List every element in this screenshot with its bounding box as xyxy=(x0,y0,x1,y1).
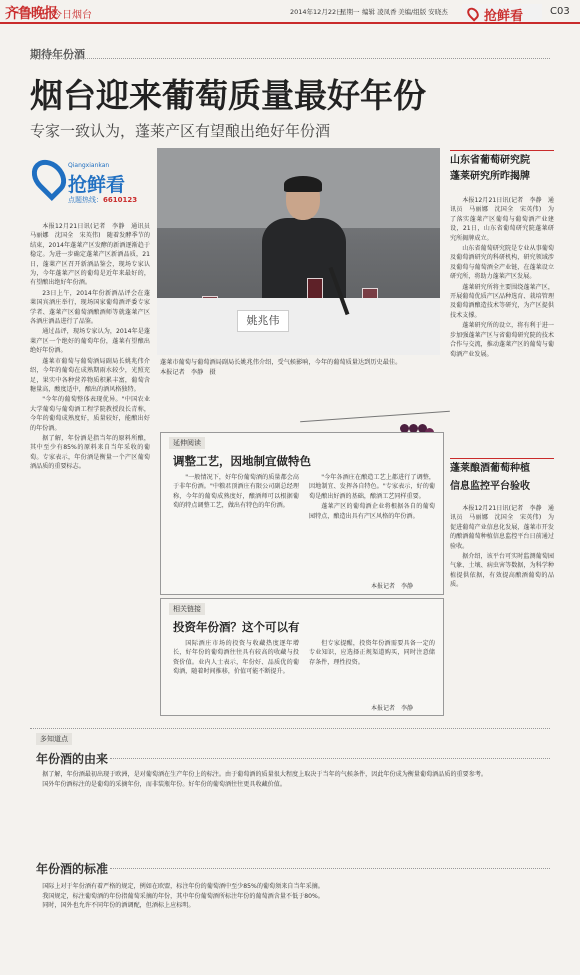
right-article-body: 本报12月21日讯(记者 李静 通讯员 马丽娜 沈国全 宋英伟) 为了落实蓬莱产区葡萄与葡萄酒产业建设，21日，山东省葡萄研究院蓬莱研究所揭牌成立。 山东省葡萄研究院是专业从事葡萄及葡萄酒研究的科研机构，研究领域涉及葡萄与葡萄酒全产业链，在蓬莱设立研究所，将助力蓬莱产区发展。 蓬莱研究所将主要围绕蓬莱产区，开展葡萄优质产区品种选育、栽培管理及葡萄酒酿造技术等研究，为产区提供技术支撑。 蓬莱研究所的设立，将有利于进一步加强蓬莱产区与省葡萄研究院的技术合作与交流，推动蓬莱产区的葡萄与葡萄酒产业发展。 xyxy=(450,197,554,358)
right-article-title-line2: 蓬莱研究所昨揭牌 xyxy=(450,171,530,182)
ad-title: 抢鲜看 xyxy=(68,174,126,196)
newspaper-logo: 齐鲁晚报 xyxy=(5,6,57,22)
more-body-origin: 据了解，年份酒最初出现于欧洲，是对葡萄酒在生产年份上的标注。由于葡萄酒的质量很大程度上取决于当年的气候条件，因此年份成为衡量葡萄酒品质的重要参考。 国外年份酒标注的是葡萄的采摘年份，而非装瓶年份。好年份的葡萄酒往往更具收藏价值。 xyxy=(42,771,488,788)
header-weekday: 星期一 xyxy=(340,8,360,16)
right-article2-title-line2: 信息监控平台验收 xyxy=(450,481,530,492)
right-article2-body: 本报12月21日讯(记者 李静 通讯员 马丽娜 沈国全 宋英伟) 为促进葡萄产业信息化发展，蓬莱市开发的酿酒葡萄种植信息监控平台日前通过验收。 据介绍，该平台可实时监测葡萄园气象、土壤、病虫害等数据，为科学种植提供依据，有效提高酿酒葡萄的品质。 xyxy=(450,505,554,589)
location-pin-icon xyxy=(25,153,73,201)
news-photo xyxy=(157,148,440,355)
lower-divider xyxy=(30,728,550,729)
qiangxiankan-ad xyxy=(30,148,150,218)
box-body: 国际酒庄市场的投资与收藏热度逐年增长，好年份的葡萄酒往往具有较高的收藏与投资价值。业内人士表示，年份好、品质优的葡萄酒，随着时间推移，价值可能不断提升。 但专家提醒，投资年份酒需要具备一定的专业知识，应选择正规渠道购买，同时注意储存条件，理性投资。 xyxy=(173,640,435,676)
box-tag: 延伸阅读 xyxy=(169,437,205,449)
right-top-rule xyxy=(450,150,554,151)
page-header xyxy=(0,0,580,24)
box-byline: 本报记者 李静 xyxy=(371,705,414,712)
sidebar-box-extended-reading xyxy=(160,432,444,595)
ad-hotline: 点题热线：6610123 xyxy=(68,196,138,204)
right-article2-title-line1: 蓬莱酿酒葡萄种植 xyxy=(450,463,530,474)
header-editor: 编辑 凌凤香 xyxy=(362,8,397,16)
badge-label: 抢鲜看 xyxy=(484,9,524,24)
more-tag: 多知道点 xyxy=(36,733,72,745)
box-byline: 本报记者 李静 xyxy=(371,583,414,590)
header-designer: 美编/组版 安晓杰 xyxy=(398,8,448,16)
section-label: 期待年份酒 xyxy=(30,48,85,61)
right-article-title-line1: 山东省葡萄研究院 xyxy=(450,155,530,166)
page-number: C03 xyxy=(550,6,570,17)
photo-caption: 蓬莱市葡萄与葡萄酒局副局长姚兆伟介绍，受气候影响，今年的葡萄质量达到历史最佳。 本报记者 李静 摄 xyxy=(160,359,402,376)
photo-nameplate: 姚兆伟 xyxy=(237,310,289,332)
ad-pinyin: Qiangxiankan xyxy=(68,162,110,169)
photo-credit: 本报记者 李静 摄 xyxy=(160,369,216,376)
subheadline: 专家一致认为，蓬莱产区有望酿出绝好年份酒 xyxy=(30,122,331,140)
box-tag: 相关链接 xyxy=(169,603,205,615)
photo-person xyxy=(262,178,342,298)
section-divider xyxy=(30,58,550,59)
header-date: 2014年12月22日 xyxy=(290,8,343,16)
edition-name: 今日烟台 xyxy=(52,10,92,21)
more-heading-standard: 年份酒的标准 xyxy=(36,862,109,876)
box-title: 调整工艺，因地制宜做特色 xyxy=(173,454,311,468)
sidebar-box-related-links xyxy=(160,598,444,716)
right-mid-rule xyxy=(450,458,554,459)
box-title: 投资年份酒？这个可以有 xyxy=(173,620,300,634)
headline: 烟台迎来葡萄质量最好年份 xyxy=(30,76,426,115)
box-body: "一般情况下，好年份葡萄酒的质量都会高于非年份酒。"中粮君顶酒庄有限公司副总经理称，今年的葡萄成熟度好，酿酒师可以根据葡萄的特点调整工艺，做出有特色的年份酒。 "今年各酒庄在酿造工艺上都进行了调整，因地制宜、发挥各自特色。"专家表示，好的葡萄是酿出好酒的基础，酿酒工艺同样重要。 蓬莱产区的葡萄酒企业将根据各自的葡萄园特点，酿造出具有产区风格的年份酒。 xyxy=(173,474,435,520)
article-left-column: 本报12月21日讯(记者 李静 通讯员 马丽娜 沈国全 宋英伟) 随着发酵季节的结束，2014年蓬莱产区发酵的新酒逐渐趋于稳定。为进一步确定蓬莱产区新酒品质，21日，蓬莱产区召开新酒品鉴会，现场专家认为，今年蓬莱产区的葡萄是近年来最好的，有望酿出绝好年份酒。 23日上午，2014年份新酒品评会在蓬莱国宾酒庄举行，现场国家葡萄酒评委专家学者、蓬莱产区葡萄酒酿酒师等就蓬莱产区各酒庄酒品进行了品鉴。 通过品评，现场专家认为，2014年是蓬莱产区一个绝好的葡萄年份，蓬莱有望酿出绝好年份酒。 蓬莱市葡萄与葡萄酒局副局长姚兆伟介绍，今年的葡萄在成熟期雨水较少，光照充足，果实中各种营养物质积累丰富，葡萄含糖量高，酸度适中，酿出的酒风格独特。 "今年的葡萄整体表现优异。"中国农业大学葡萄与葡萄酒工程学院教授段长青称，今年的葡萄成熟度好，质量较好，能酿出好的年份酒。 据了解，年份酒是指当年的原料所酿，其中至少有85%的原料来自当年采收的葡萄。专家表示，年份酒是衡量一个产区葡萄酒品质的重要标志。 xyxy=(30,223,157,471)
more-body-standard: 国际上对于年份酒有着严格的规定，例如在欧盟，标注年份的葡萄酒中至少85%的葡萄须来自当年采摘。 我国规定，标注葡萄酒的年份指葡萄采摘的年份，其中年份葡萄酒所标注年份的葡萄酒含量不低于80%。 同时，国外也允许不同年份的酒调配，但酒标上应标明。 xyxy=(42,883,324,909)
header-badge xyxy=(462,4,542,22)
more-heading-origin: 年份酒的由来 xyxy=(36,752,109,766)
